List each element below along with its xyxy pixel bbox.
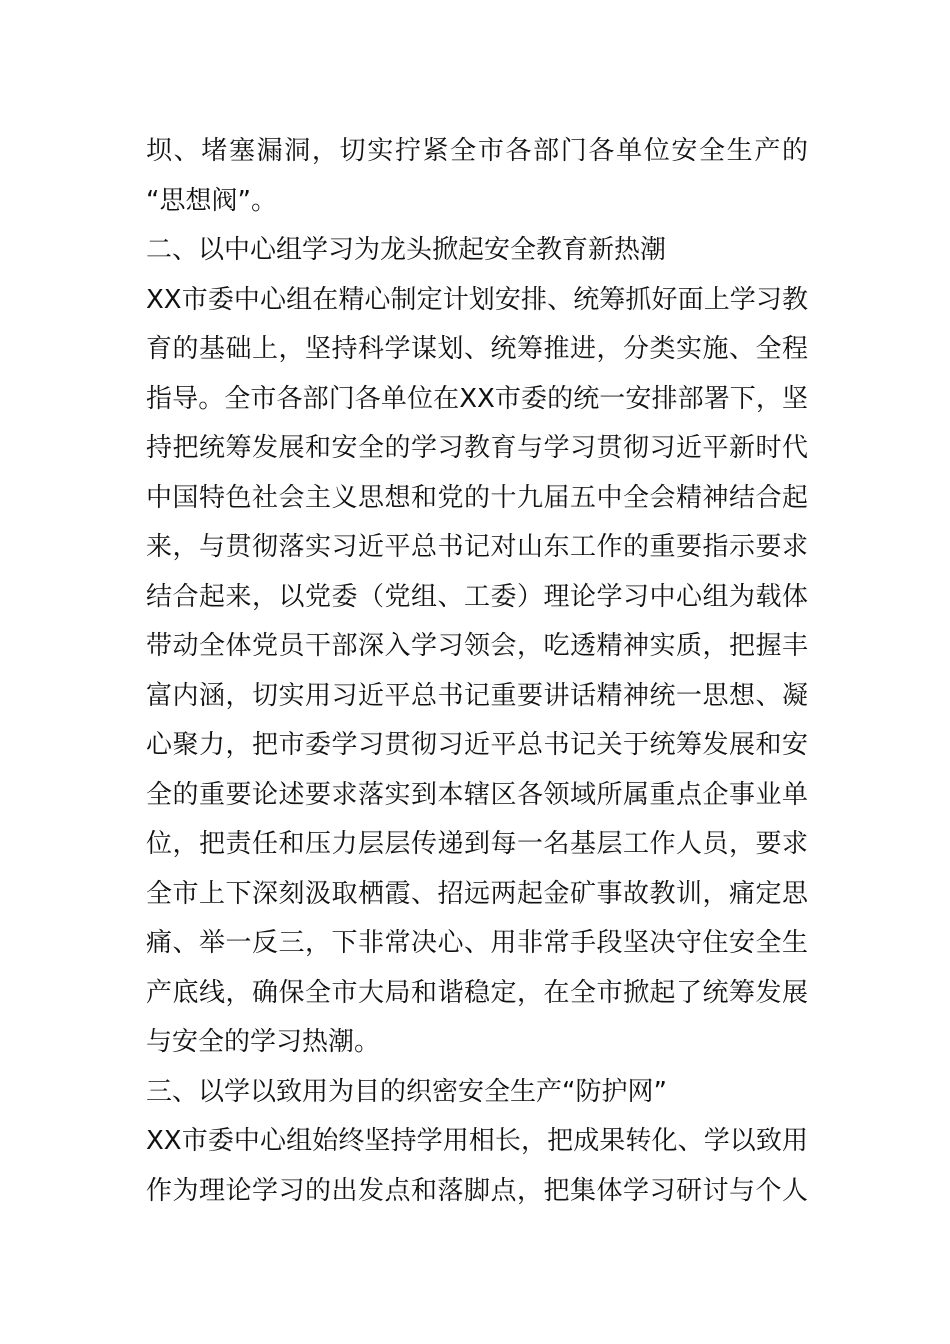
text-line: 三、以学以致用为目的织密安全生产“防护网” [146, 1076, 667, 1107]
text-line: 产底线，确保全市大局和谐稳定，在全市掀起了统筹发展 [146, 977, 808, 1008]
text-line: 育的基础上，坚持科学谋划、统筹推进，分类实施、全程 [146, 334, 808, 364]
text-line: 中国特色社会主义思想和党的十九届五中全会精神结合起 [146, 482, 808, 513]
text-line: XX市委中心组始终坚持学用相长，把成果转化、学以致用 [146, 1126, 808, 1156]
text-line: 带动全体党员干部深入学习领会，吃透精神实质，把握丰 [146, 631, 808, 661]
text-line: 心聚力，把市委学习贯彻习近平总书记关于统筹发展和安 [146, 730, 808, 760]
text-line: 结合起来，以党委（党组、工委）理论学习中心组为载体 [146, 581, 808, 612]
text-line: 全市上下深刻汲取栖霞、招远两起金矿事故教训，痛定思 [146, 878, 808, 909]
document-body [146, 127, 808, 1216]
text-line: 坝、堵塞漏洞，切实拧紧全市各部门各单位安全生产的 [146, 136, 808, 166]
text-line: 全的重要论述要求落实到本辖区各领域所属重点企事业单 [146, 779, 808, 810]
text-line: 来，与贯彻落实习近平总书记对山东工作的重要指示要求 [146, 532, 808, 562]
text-line: 位，把责任和压力层层传递到每一名基层工作人员，要求 [146, 829, 808, 859]
text-line: “思想阀”。 [146, 185, 277, 216]
text-line: 与安全的学习热潮。 [146, 1027, 381, 1057]
text-line: 二、以中心组学习为龙头掀起安全教育新热潮 [146, 235, 667, 265]
text-line: XX市委中心组在精心制定计划安排、统筹抓好面上学习教 [146, 284, 808, 315]
text-line: 作为理论学习的出发点和落脚点，把集体学习研讨与个人 [146, 1175, 808, 1206]
text-line: 富内涵，切实用习近平总书记重要讲话精神统一思想、凝 [146, 680, 808, 711]
text-line: 持把统筹发展和安全的学习教育与学习贯彻习近平新时代 [146, 433, 808, 463]
text-line: 痛、举一反三，下非常决心、用非常手段坚决守住安全生 [146, 928, 808, 958]
text-line: 指导。全市各部门各单位在XX市委的统一安排部署下，坚 [146, 383, 808, 414]
